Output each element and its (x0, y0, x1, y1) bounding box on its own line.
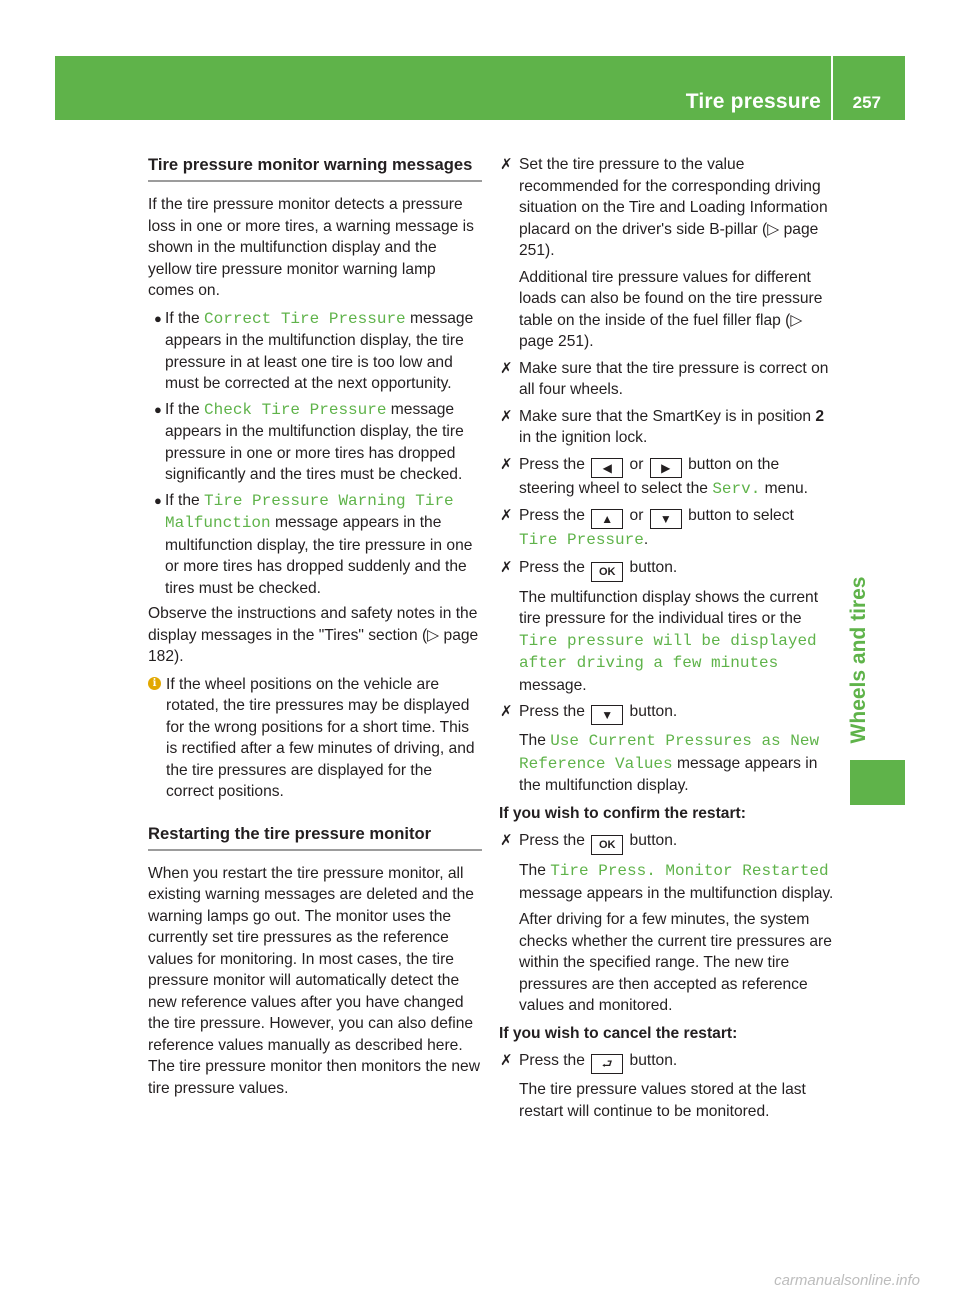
down-arrow-key-icon: ▼ (650, 509, 682, 529)
step-x-icon: ✗ (500, 507, 513, 524)
section-rule (148, 849, 482, 851)
ok-key-icon: OK (591, 562, 623, 582)
step-x-icon: ✗ (500, 359, 513, 377)
section-rule (148, 180, 482, 182)
step-x-icon: ✗ (500, 407, 513, 425)
bullet-icon: ● (154, 492, 162, 508)
header-bar (55, 56, 905, 120)
display-message: Tire Press. Monitor Restarted (550, 862, 829, 880)
observe-note: Observe the instructions and safety notes in the display messages in the "Tires" section (▷ page 182). (148, 605, 479, 665)
back-key-icon: ⮐ (591, 1054, 623, 1074)
header-divider (831, 56, 833, 120)
display-message: Tire Pressure Warning Tire Malfunction (165, 491, 454, 532)
display-message: Check Tire Pressure (204, 400, 387, 419)
info-note: i If the wheel positions on the vehicle are rotated, the tire pressures may be displayed for the wrong positions for a short time. This is rectified after a few minutes of driving, and the tire pressures are displayed for the correct positions. (148, 674, 482, 803)
page-title: Tire pressure (685, 90, 821, 113)
page-ref-triangle-icon: ▷ (427, 626, 440, 644)
left-arrow-key-icon: ◀ (591, 458, 623, 478)
display-message: Tire pressure will be displayed after driving a few minutes (519, 631, 817, 672)
display-message: Use Current Pressures as New Reference Values (519, 732, 820, 773)
up-arrow-key-icon: ▲ (591, 509, 623, 529)
display-message: Correct Tire Pressure (204, 309, 406, 328)
right-arrow-key-icon: ▶ (650, 458, 682, 478)
step-x-icon: ✗ (500, 156, 513, 173)
step-item: ✗ Press the OK button. (499, 830, 835, 855)
cancel-heading: If you wish to cancel the restart: (499, 1024, 738, 1042)
step-item: ✗ Press the ▲ or ▼ button to select Tire Pressure. (500, 507, 794, 549)
bullet-icon: ● (154, 401, 162, 417)
down-arrow-key-icon: ▼ (591, 705, 623, 725)
step-x-icon: ✗ (500, 455, 513, 473)
watermark: carmanualsonline.info (774, 1272, 920, 1289)
side-tab-label: Wheels and tires (847, 576, 870, 744)
menu-name: Serv. (712, 479, 761, 498)
info-icon: i (148, 677, 161, 690)
menu-item: Tire Pressure (519, 531, 644, 549)
restart-body: When you restart the tire pressure monitor, all existing warning messages are deleted and the warning lamps go out. The monitor uses the currently set tire pressures as the reference values for monitoring. In most cases, the tire pressure monitor will automatically detect the new reference values after you have changed the tire pressure. However, you can also define reference values manually as described here. The tire pressure monitor then monitors the new tire pressure values. (148, 864, 480, 1097)
page-ref-triangle-icon: ▷ (790, 311, 803, 329)
list-item: ● If the Tire Pressure Warning Tire Malfunction message appears in the multifunction display, the tire pressure in one or more tires has dropped suddenly and the tires must be checked. (154, 491, 473, 597)
step-x-icon: ✗ (500, 703, 513, 720)
step-continuation: Additional tire pressure values for different loads can also be found on the tire pressure table on the inside of the fuel filler flap (▷ page 251). (519, 268, 823, 350)
step-continuation: The multifunction display shows the current tire pressure for the individual tires or the Tire pressure will be displayed after driving a few minutes message. (519, 588, 819, 694)
step-continuation: After driving for a few minutes, the system checks whether the current tire pressures are within the specified range. The new tire pressures are then accepted as reference values and monitored. (519, 911, 832, 1014)
step-x-icon: ✗ (500, 832, 513, 849)
step-item: ✗ Make sure that the tire pressure is correct on all four wheels. (500, 359, 829, 398)
side-tab (829, 560, 889, 760)
step-continuation: The tire pressure values stored at the last restart will continue to be monitored. (519, 1081, 806, 1120)
step-item: ✗ Press the ⮐ button. (499, 1050, 835, 1074)
step-item: ✗ Press the OK button. (499, 557, 835, 582)
confirm-heading: If you wish to confirm the restart: (499, 804, 746, 822)
warning-messages-heading: Tire pressure monitor warning messages (148, 155, 473, 174)
step-item: ✗ Make sure that the SmartKey is in position 2 in the ignition lock. (500, 407, 825, 446)
warning-intro: If the tire pressure monitor detects a pressure loss in one or more tires, a warning message is shown in the multifunction display and the yellow tire pressure monitor warning lamp comes on. (148, 196, 474, 299)
restart-heading: Restarting the tire pressure monitor (148, 823, 432, 843)
step-item: ✗ Press the ▼ button. (499, 701, 835, 725)
page-ref-triangle-icon: ▷ (767, 220, 780, 238)
step-continuation: The Use Current Pressures as New Reference Values message appears in the multifunction display. (519, 732, 820, 794)
list-item: ● If the Check Tire Pressure message appears in the multifunction display, the tire pressure in one or more tires has dropped significantly and the tires must be checked. (154, 400, 464, 483)
step-x-icon: ✗ (500, 1052, 513, 1069)
step-item: ✗ Press the ◀ or ▶ button on the steering wheel to select the Serv. menu. (500, 455, 809, 498)
step-item: ✗ Set the tire pressure to the value recommended for the corresponding driving situation on the Tire and Loading Information placard on the driver's side B-pillar (▷ page 251). (500, 156, 828, 259)
step-x-icon: ✗ (500, 558, 513, 576)
right-column (499, 154, 835, 1127)
bullet-icon: ● (154, 310, 162, 326)
ok-key-icon: OK (591, 835, 623, 855)
page-number: 257 (852, 93, 881, 112)
list-item: ● If the Correct Tire Pressure message appears in the multifunction display, the tire pressure in at least one tire is too low and must be corrected at the next opportunity. (154, 309, 474, 392)
step-continuation: The Tire Press. Monitor Restarted message appears in the multifunction display. (519, 862, 834, 902)
side-tab-block (850, 760, 905, 805)
left-column (148, 154, 482, 1105)
